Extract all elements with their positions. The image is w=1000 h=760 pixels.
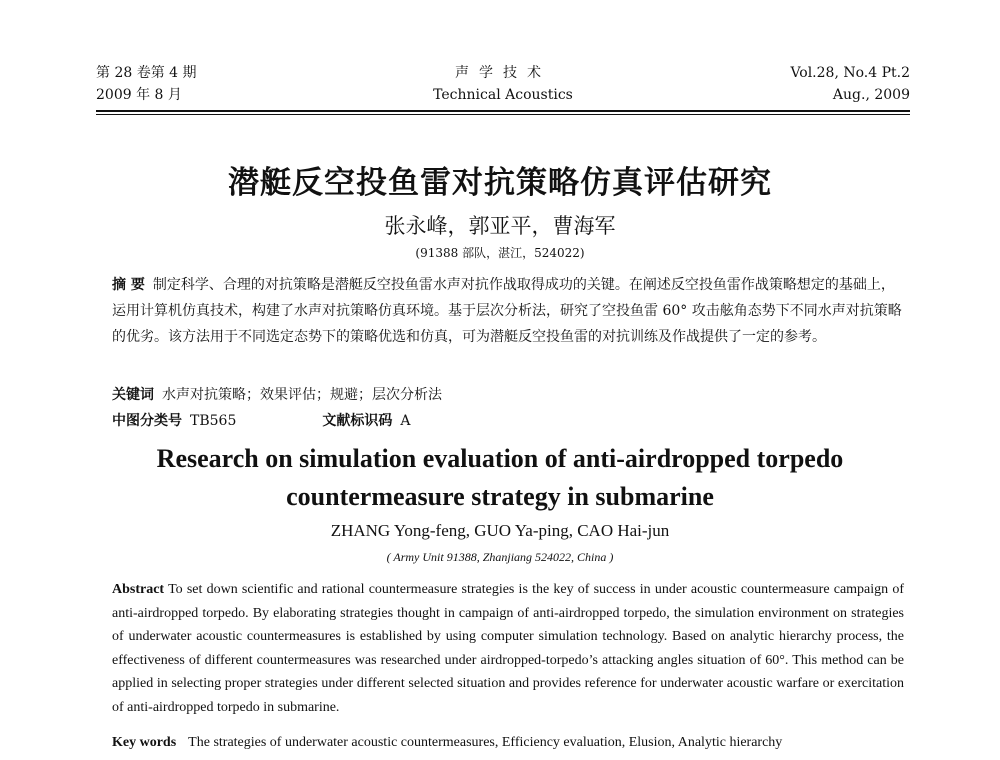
header-volume-cn: 第 28 卷第 4 期 — [96, 65, 197, 81]
abstract-cn — [112, 272, 902, 350]
keywords-en-label: Key words — [112, 735, 177, 750]
authors-en: ZHANG Yong-feng, GUO Ya-ping, CAO Hai-jun — [330, 521, 670, 540]
abstract-en-text: To set down scientific and rational countermeasure strategies is the key of success in under acoustic countermeasure campaign of anti-airdropped torpedo. By elaborating strategies thought in campaign of anti-airdropped torpedo, the simulation environment on strategies of underwater acoustic countermeasures is established by using computer simulation technology. Based on analytic hierarchy process, the effectiveness of different countermeasures was researched under airdropped-torpedo’s attacking angles situation of 60°. This method can be applied in selecting proper strategies under different selected situation and provides reference for underwater acoustic warfare or exercitation of anti-airdropped torpedo in submarine. — [112, 582, 904, 715]
doc-code-label: 文献标识码 — [322, 413, 393, 429]
keywords-en — [112, 732, 904, 754]
paper-title-en — [0, 440, 1000, 516]
clc-value: TB565 — [190, 413, 237, 429]
affiliation-en: ( Army Unit 91388, Zhanjiang 524022, China ) — [386, 550, 614, 564]
journal-name-cn: 声学技术 — [455, 65, 551, 81]
abstract-en-label: Abstract — [112, 582, 165, 597]
paper-title-en-line2: countermeasure strategy in submarine — [286, 482, 714, 511]
running-header — [96, 62, 910, 108]
header-date-cn: 2009 年 8 月 — [96, 87, 182, 103]
doc-code-value: A — [400, 413, 411, 429]
paper-title-en-line1: Research on simulation evaluation of anti-airdropped torpedo — [156, 444, 844, 473]
abstract-en — [112, 578, 904, 720]
clc-label: 中图分类号 — [112, 413, 182, 429]
abstract-cn-label: 摘 要 — [112, 277, 145, 293]
header-rule-thin — [96, 114, 910, 115]
classification-line — [112, 410, 902, 432]
authors-cn: 张永峰，郭亚平，曹海军 — [384, 214, 616, 238]
keywords-cn-label: 关键词 — [112, 387, 154, 403]
journal-name-en: Technical Acoustics — [433, 87, 573, 103]
keywords-cn-text: 水声对抗策略；效果评估；规避；层次分析法 — [162, 387, 442, 403]
abstract-cn-text: 制定科学、合理的对抗策略是潜艇反空投鱼雷水声对抗作战取得成功的关键。在阐述反空投鱼雷作战策略想定的基础上，运用计算机仿真技术，构建了水声对抗策略仿真环境。基于层次分析法，研究了空投鱼雷 60° 攻击舷角态势下不同水声对抗策略的优劣。该方法用于不同选定态势下的策略优选和仿真，可为潜艇反空投鱼雷的对抗训练及作战提供了一定的参考。 — [112, 277, 902, 345]
affiliation-cn: (91388 部队，湛江，524022) — [415, 246, 585, 260]
keywords-en-text: The strategies of underwater acoustic countermeasures, Efficiency evaluation, Elusion, Analytic hierarchy — [188, 735, 783, 750]
paper-title-cn: 潜艇反空投鱼雷对抗策略仿真评估研究 — [228, 165, 772, 201]
header-right — [790, 62, 910, 106]
header-rule-thick — [96, 110, 910, 112]
header-date-en: Aug., 2009 — [832, 87, 910, 103]
keywords-cn — [112, 384, 902, 406]
header-center — [96, 62, 910, 106]
header-volume-en: Vol.28, No.4 Pt.2 — [790, 65, 910, 81]
